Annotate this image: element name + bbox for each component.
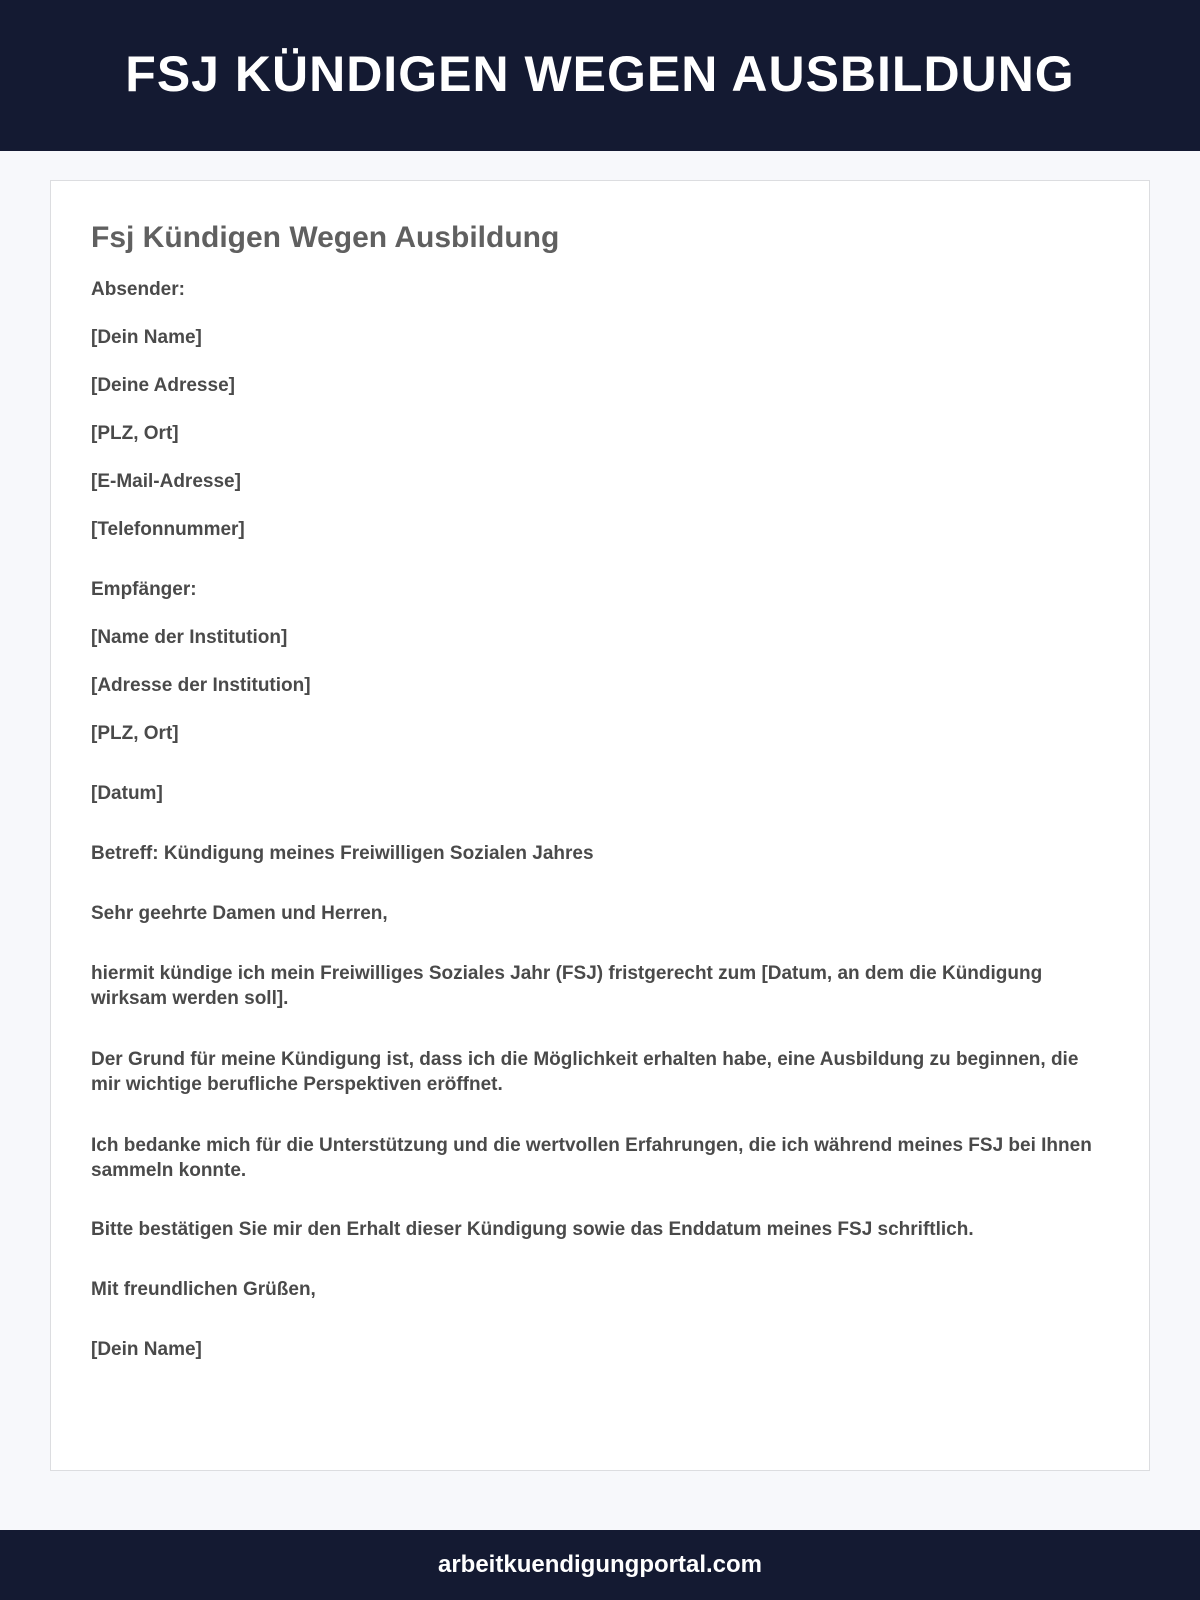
recipient-name: [Name der Institution] [91,627,288,648]
recipient-address: [Adresse der Institution] [91,675,311,696]
site-footer [0,1530,1200,1600]
site-header [0,0,1200,151]
sender-phone: [Telefonnummer] [91,519,245,540]
letter-date: [Datum] [91,783,163,804]
body-paragraph: Bitte bestätigen Sie mir den Erhalt dieser Kündigung sowie das Enddatum meines FSJ schriftlich. [91,1219,974,1240]
body-paragraph: Ich bedanke mich für die Unterstützung und die wertvollen Erfahrungen, die ich während meines FSJ bei Ihnen sammeln konnte. [91,1135,1092,1181]
body-paragraph: Der Grund für meine Kündigung ist, dass ich die Möglichkeit erhalten habe, eine Ausbildung zu beginnen, die mir wichtige berufliche Perspektiven eröffnet. [91,1049,1079,1095]
sender-city: [PLZ, Ort] [91,423,179,444]
sender-email: [E-Mail-Adresse] [91,471,241,492]
sender-label: Absender: [91,279,185,300]
letter-signature: [Dein Name] [91,1339,202,1360]
letter-subject: Betreff: Kündigung meines Freiwilligen Sozialen Jahres [91,843,594,864]
recipient-city: [PLZ, Ort] [91,723,179,744]
letter-closing: Mit freundlichen Grüßen, [91,1279,316,1300]
sender-address: [Deine Adresse] [91,375,235,396]
body-paragraph: hiermit kündige ich mein Freiwilliges Soziales Jahr (FSJ) fristgerecht zum [Datum, an dem die Kündigung wirksam werden soll]. [91,963,1043,1009]
recipient-label: Empfänger: [91,579,197,600]
letter-salutation: Sehr geehrte Damen und Herren, [91,903,388,924]
sender-name: [Dein Name] [91,327,202,348]
footer-site-name: arbeitkuendigungportal.com [437,1551,763,1578]
letter-card [50,180,1150,1471]
page-title: FSJ KÜNDIGEN WEGEN AUSBILDUNG [125,45,1075,102]
document-title: Fsj Kündigen Wegen Ausbildung [91,221,560,254]
